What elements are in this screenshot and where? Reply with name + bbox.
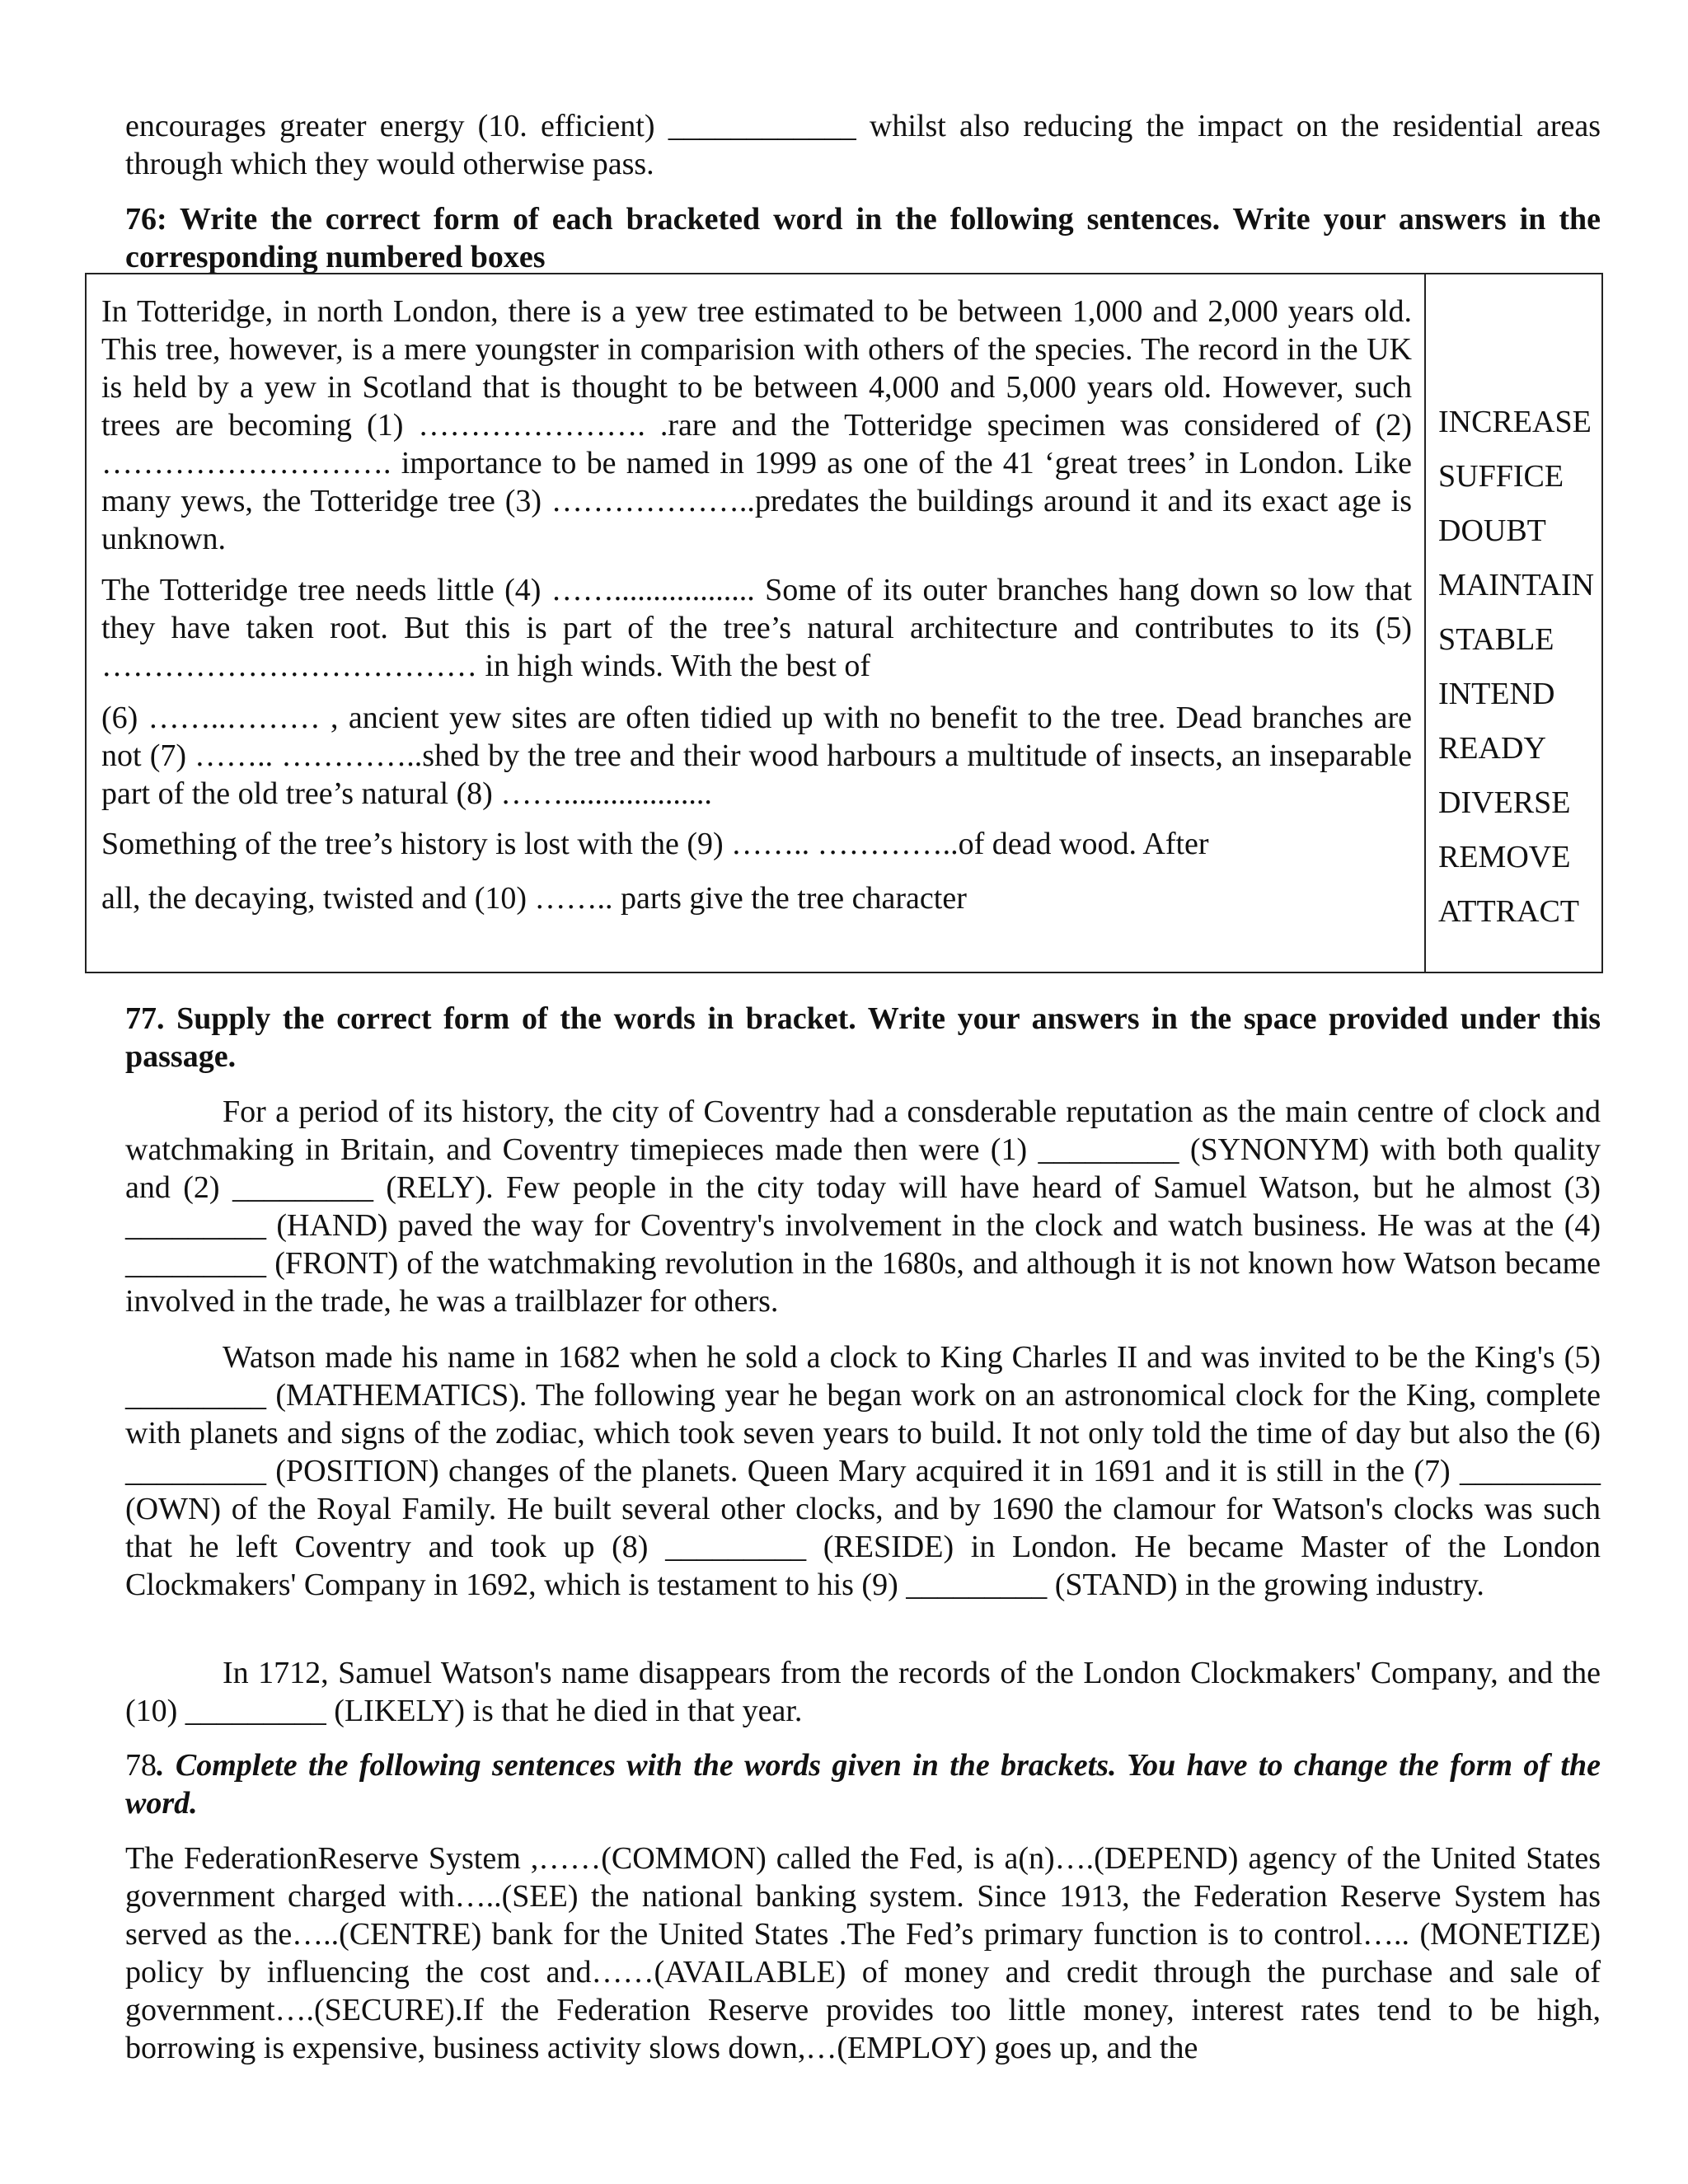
q76-word-list (1438, 395, 1595, 939)
q76-paragraph-4: Something of the tree’s history is lost with the (9) …….. …………..of dead wood. After (101, 827, 1209, 861)
word-item: DIVERSE (1438, 785, 1571, 820)
q78-heading-text: . Complete the following sentences with the words given in the brackets. You have to change the form of the word. (125, 1748, 1601, 1821)
word-item: INTEND (1438, 677, 1555, 711)
q77-paragraph-3: In 1712, Samuel Watson's name disappears from the records of the London Clockmakers' Company, and the (10) _________ (LIKELY) is that he died in that year. (125, 1656, 1601, 1728)
q78-paragraph: The FederationReserve System ,……(COMMON) called the Fed, is a(n)….(DEPEND) agency of the United States government charged with…..(SEE) the national banking system. Since 1913, the Federation Reserve System has served as the…..(CENTRE) bank for the United States .The Fed’s primary function is to control….. (MONETIZE) policy by influencing the cost and……(AVAILABLE) of money and credit through the purchase and sale of government….(SECURE).If the Federation Reserve provides too little money, interest rates tend to be high, borrowing is expensive, business activity slows down,…(EMPLOY) goes up, and the (125, 1841, 1601, 2065)
word-item: STABLE (1438, 622, 1554, 657)
q78-heading (125, 1746, 1601, 1822)
word-item: ATTRACT (1438, 894, 1579, 929)
q76-paragraph-1: In Totteridge, in north London, there is a yew tree estimated to be between 1,000 and 2,000 years old. This tree, however, is a mere youngster in comparision with others of the species. The record in the UK is held by a yew in Scotland that is thought to be between 4,000 and 5,000 years old. However, such trees are becoming (1) …………………. .rare and the Totteridge specimen was considered of (2) ………………………. importance to be named in 1999 as one of the 41 ‘great trees’ in London. Like many yews, the Totteridge tree (3) ………………..predates the buildings around it and its exact age is unknown. (101, 294, 1412, 556)
word-item: INCREASE (1438, 405, 1592, 439)
q77-heading: 77. Supply the correct form of the words in bracket. Write your answers in the space provided under this passage. (125, 1001, 1601, 1074)
word-item: DOUBT (1438, 513, 1546, 548)
intro-paragraph: encourages greater energy (10. efficient) ____________ whilst also reducing the impact on the residential areas through which they would otherwise pass. (125, 109, 1601, 181)
q76-paragraph-3: (6) ……..……… , ancient yew sites are often tidied up with no benefit to the tree. Dead branches are not (7) …….. …………..shed by the tree and their wood harbours a multitude of insects, an inseparable part of the old tree’s natural (8) ……................... (101, 701, 1412, 811)
word-item: MAINTAIN (1438, 568, 1595, 602)
q76-paragraph-2: The Totteridge tree needs little (4) …….................. Some of its outer branches hang down so low that they have taken root. But this is part of the tree’s natural architecture and contributes to its (5) ……………………………… in high winds. With the best of (101, 573, 1412, 683)
word-item: SUFFICE (1438, 459, 1564, 494)
q76-box (85, 273, 1603, 973)
q76-heading: 76: Write the correct form of each bracketed word in the following sentences. Write your answers in the corresponding numbered boxes (125, 202, 1601, 274)
word-item: READY (1438, 731, 1546, 766)
q78-number: 78 (125, 1748, 157, 1783)
q77-paragraph-1: For a period of its history, the city of Coventry had a consderable reputation as the main centre of clock and watchmaking in Britain, and Coventry timepieces made then were (1) _________ (SYNONYM) with both quality and (2) _________ (RELY). Few people in the city today will have heard of Samuel Watson, but he almost (3) _________ (HAND) paved the way for Coventry's involvement in the clock and watch business. He was at the (4) _________ (FRONT) of the watchmaking revolution in the 1680s, and although it is not known how Watson became involved in the trade, he was a trailblazer for others. (125, 1094, 1601, 1319)
word-item: REMOVE (1438, 840, 1571, 874)
q77-paragraph-2: Watson made his name in 1682 when he sold a clock to King Charles II and was invited to be the King's (5) _________ (MATHEMATICS). The following year he began work on an astronomical clock for the King, complete with planets and signs of the zodiac, which took seven years to build. It not only told the time of day but also the (6) _________ (POSITION) changes of the planets. Queen Mary acquired it in 1691 and it is still in the (7) _________ (OWN) of the Royal Family. He built several other clocks, and by 1690 the clamour for Watson's clocks was such that he left Coventry and took up (8) _________ (RESIDE) in London. He became Master of the London Clockmakers' Company in 1692, which is testament to his (9) _________ (STAND) in the growing industry. (125, 1340, 1601, 1602)
box-column-divider (1424, 274, 1426, 972)
q76-paragraph-5: all, the decaying, twisted and (10) …….. parts give the tree character (101, 881, 967, 916)
